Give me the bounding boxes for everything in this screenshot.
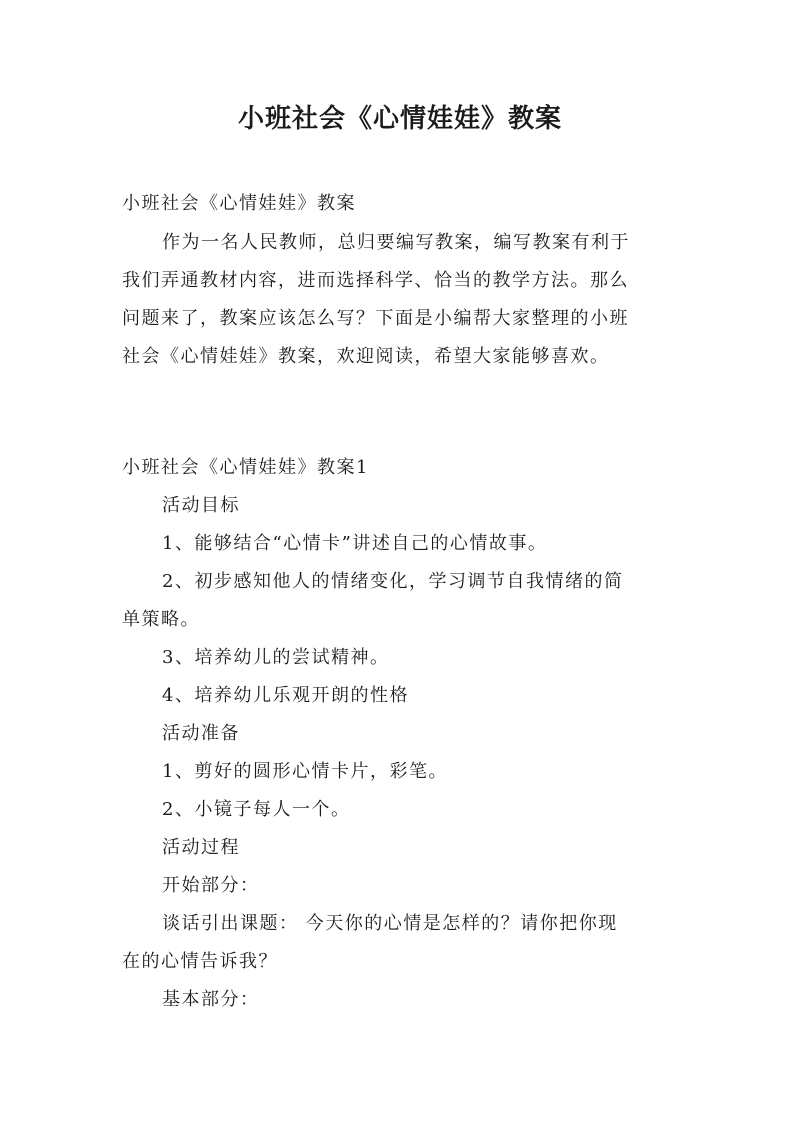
list-item: 1、能够结合“心情卡”讲述自己的心情故事。 (162, 533, 548, 554)
subheading-opening: 开始部分： (162, 875, 260, 896)
subheading-preparation: 活动准备 (162, 723, 240, 744)
list-item: 1、剪好的圆形心情卡片，彩笔。 (162, 761, 448, 782)
list-item: 2、小镜子每人一个。 (162, 799, 351, 820)
subheading-objectives: 活动目标 (162, 495, 240, 516)
document-title: 小班社会《心情娃娃》教案 (237, 104, 562, 134)
paragraph-line: 社会《心情娃娃》教案，欢迎阅读，希望大家能够喜欢。 (122, 346, 610, 367)
list-item: 4、培养幼儿乐观开朗的性格 (162, 685, 409, 706)
paragraph-line: 谈话引出课题： 今天你的心情是怎样的？请你把你现 (162, 913, 618, 934)
paragraph-line: 作为一名人民教师，总归要编写教案，编写教案有利于 (162, 232, 630, 253)
paragraph-line: 在的心情告诉我？ (122, 951, 278, 972)
intro-heading: 小班社会《心情娃娃》教案 (122, 193, 356, 214)
section-heading: 小班社会《心情娃娃》教案1 (122, 457, 369, 478)
list-item-continuation: 单策略。 (122, 609, 200, 630)
paragraph-line: 问题来了，教案应该怎么写？下面是小编帮大家整理的小班 (122, 308, 629, 329)
list-item: 3、培养幼儿的尝试精神。 (162, 647, 390, 668)
list-item: 2、初步感知他人的情绪变化，学习调节自我情绪的简 (162, 571, 624, 592)
subheading-process: 活动过程 (162, 837, 240, 858)
subheading-main: 基本部分： (162, 989, 260, 1010)
paragraph-line: 我们弄通教材内容，进而选择科学、恰当的教学方法。那么 (122, 270, 629, 291)
